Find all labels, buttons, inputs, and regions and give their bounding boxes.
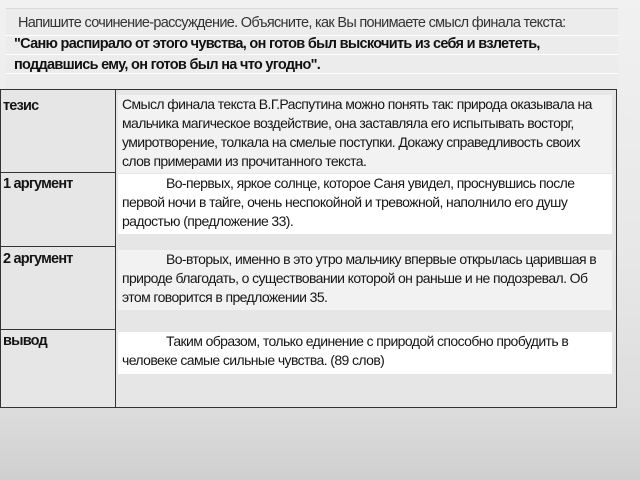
slide-background	[0, 408, 640, 480]
argument-2-text: Во-вторых, именно в это утро мальчику впервые открылась царившая в природе благодать, о существовании которой он раньше и не подозревал. Об этом говорится в предложении 35.	[118, 250, 612, 310]
conclusion-text: Таким образом, только единение с природой способно пробудить в человеке самые сильные чувства. (89 слов)	[118, 332, 612, 374]
row-divider	[0, 172, 115, 173]
row-divider	[0, 246, 115, 247]
task-instruction: Напишите сочинение-рассуждение. Объясните, как Вы понимаете смысл финала текста:	[18, 15, 566, 31]
row-label-argument-1: 1 аргумент	[3, 176, 73, 192]
row-label-conclusion: вывод	[3, 333, 47, 349]
argument-1-text: Во-первых, яркое солнце, которое Саня увидел, проснувшись после первой ночи в тайге, очень неспокойной и тревожной, наполнило его душу радостью (предложение 33).	[118, 174, 612, 234]
table-column-divider	[115, 89, 116, 408]
row-label-thesis: тезис	[3, 98, 39, 114]
task-quote: "Саню распирало от этого чувства, он готов был выскочить из себя и взлететь, поддавшись ему, он готов был на что угодно".	[14, 36, 540, 73]
task-prompt-box	[6, 8, 618, 89]
thesis-text: Смысл финала текста В.Г.Распутина можно понять так: природа оказывала на мальчика магическое воздействие, она заставляла его испытывать восторг, умиротворение, толкала на смелые поступки. Докажу справедливость своих слов примерами из прочитанного текста.	[118, 95, 612, 173]
row-divider	[0, 329, 115, 330]
row-label-argument-2: 2 аргумент	[3, 251, 73, 267]
task-prompt	[14, 13, 612, 76]
